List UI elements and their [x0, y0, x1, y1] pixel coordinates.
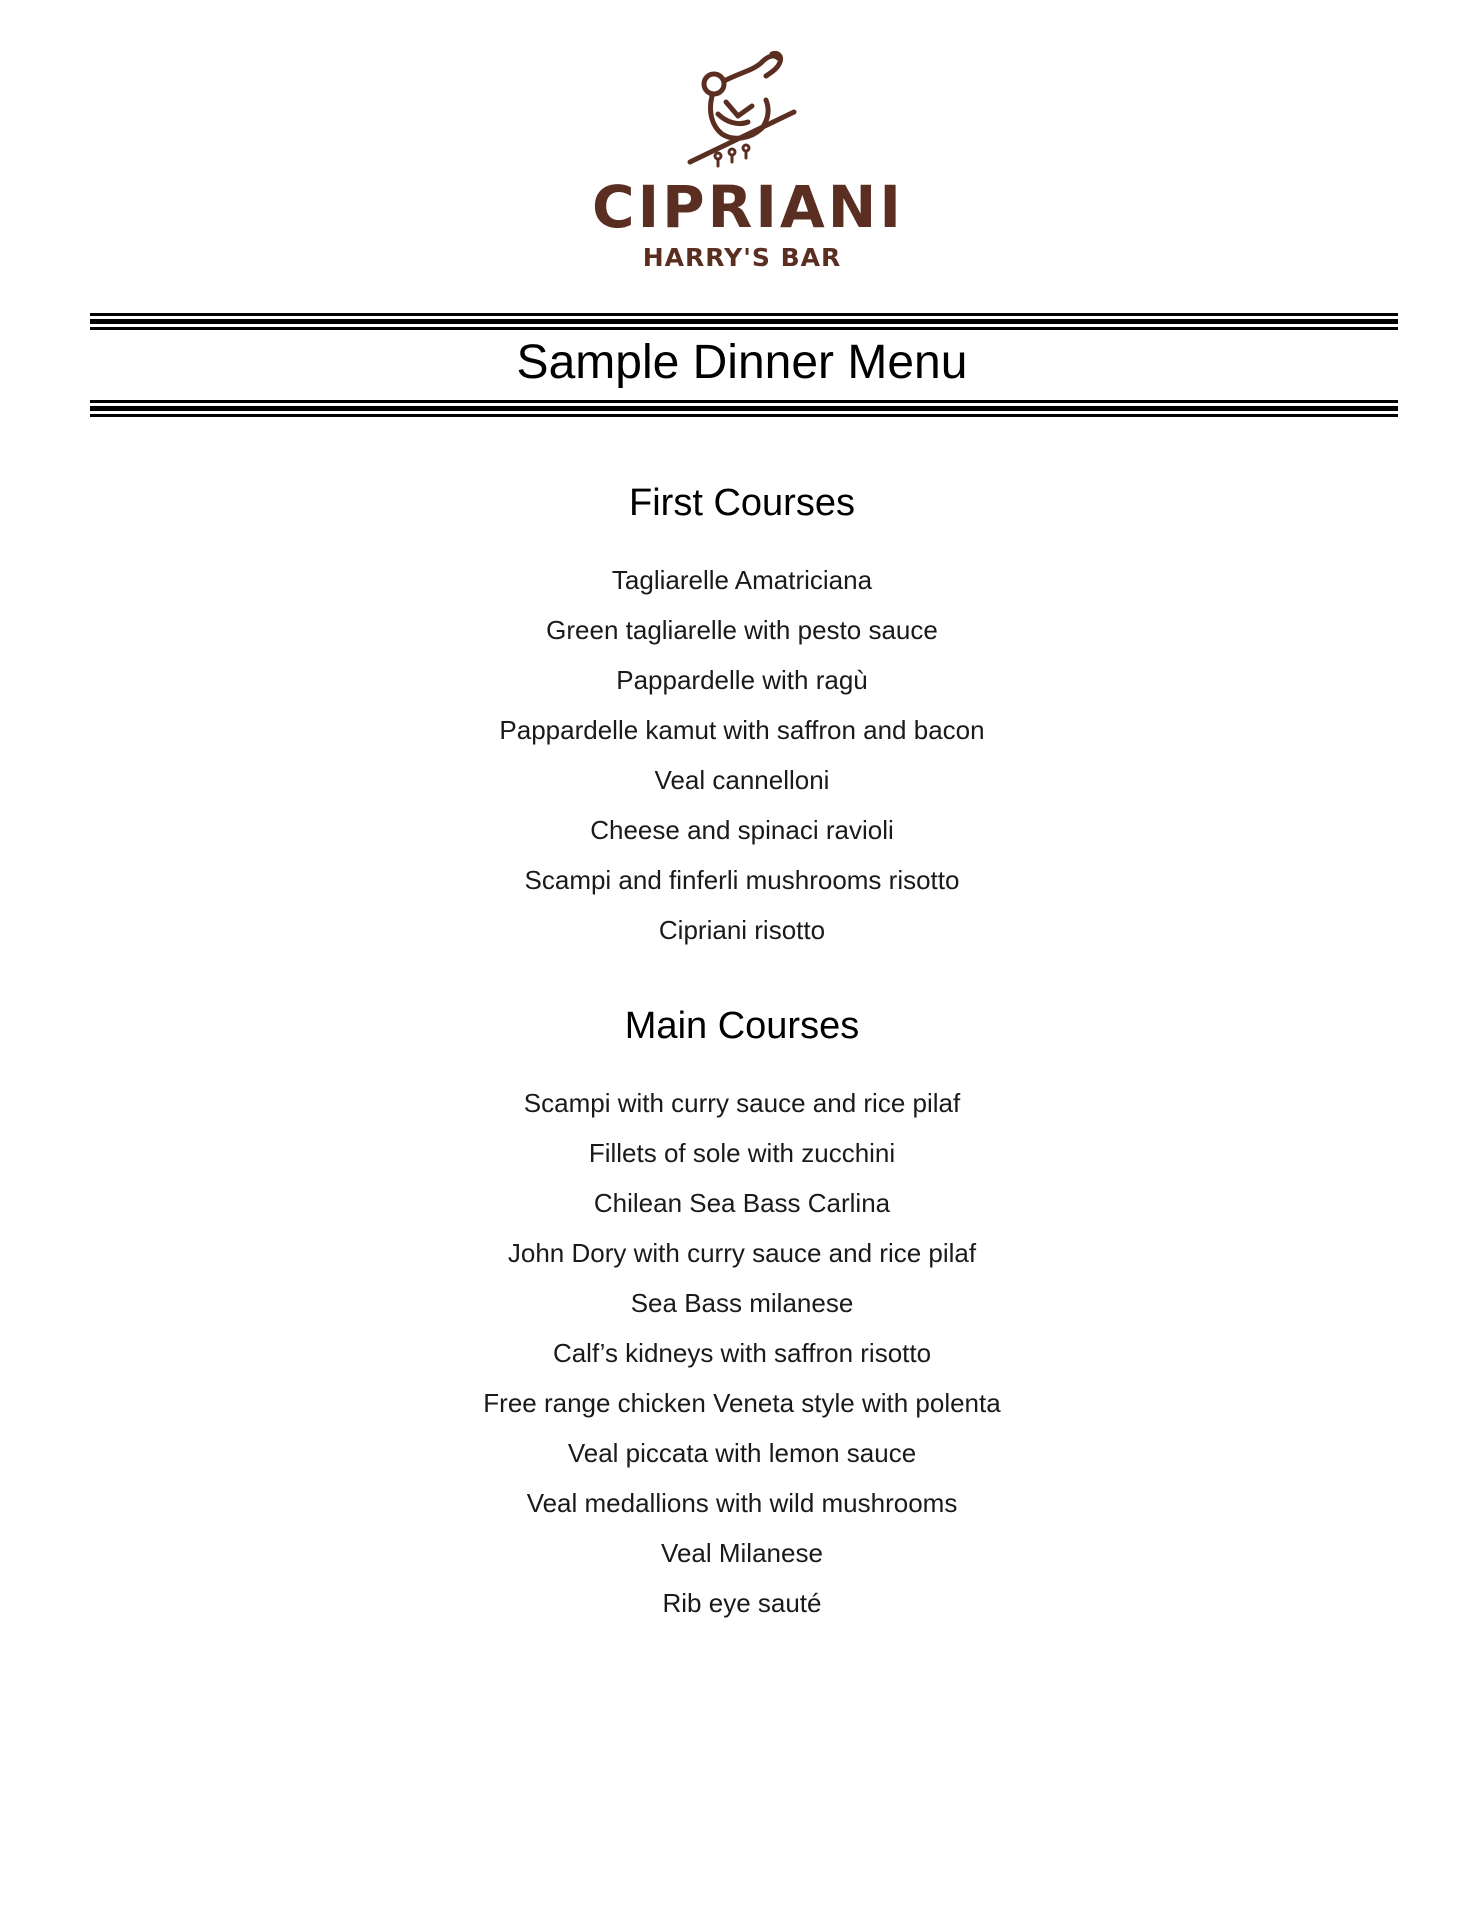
menu-item: Green tagliarelle with pesto sauce	[546, 615, 938, 645]
menu-item: Scampi and finferli mushrooms risotto	[524, 865, 960, 895]
menu-item: Cipriani risotto	[658, 915, 826, 945]
menu-item: Fillets of sole with zucchini	[588, 1138, 896, 1168]
title-rule-top	[90, 313, 1398, 333]
menu-item: Free range chicken Veneta style with polenta	[483, 1388, 1001, 1418]
waiter-emblem-icon	[682, 50, 802, 170]
menu-item: Tagliarelle Amatriciana	[611, 565, 873, 595]
first-courses-section	[0, 481, 1484, 955]
title-rule-bottom	[90, 400, 1398, 420]
menu-item: Veal medallions with wild mushrooms	[526, 1488, 958, 1518]
page-title: Sample Dinner Menu	[516, 336, 968, 389]
section-heading: Main Courses	[624, 1005, 860, 1047]
section-heading: First Courses	[629, 482, 855, 524]
menu-item: Sea Bass milanese	[630, 1288, 854, 1318]
menu-item: Cheese and spinaci ravioli	[590, 815, 894, 845]
cipriani-logo	[592, 50, 904, 280]
menu-item: Pappardelle kamut with saffron and bacon	[499, 715, 985, 745]
menu-item: Pappardelle with ragù	[616, 665, 868, 695]
menu-item: Calf’s kidneys with saffron risotto	[552, 1338, 932, 1368]
menu-item: Veal piccata with lemon sauce	[567, 1438, 917, 1468]
menu-item: Veal cannelloni	[654, 765, 830, 795]
menu-item: Rib eye sauté	[662, 1588, 822, 1618]
menu-item: Chilean Sea Bass Carlina	[593, 1188, 891, 1218]
menu-item-list	[0, 1078, 1484, 1628]
menu-item: John Dory with curry sauce and rice pilaf	[507, 1238, 977, 1268]
menu-item: Scampi with curry sauce and rice pilaf	[523, 1088, 961, 1118]
logo-wordmark: CIPRIANI	[592, 173, 904, 241]
menu-item: Veal Milanese	[661, 1538, 823, 1568]
logo-subtitle: HARRY'S BAR	[642, 243, 842, 272]
main-courses-section	[0, 1004, 1484, 1628]
menu-item-list	[0, 555, 1484, 955]
